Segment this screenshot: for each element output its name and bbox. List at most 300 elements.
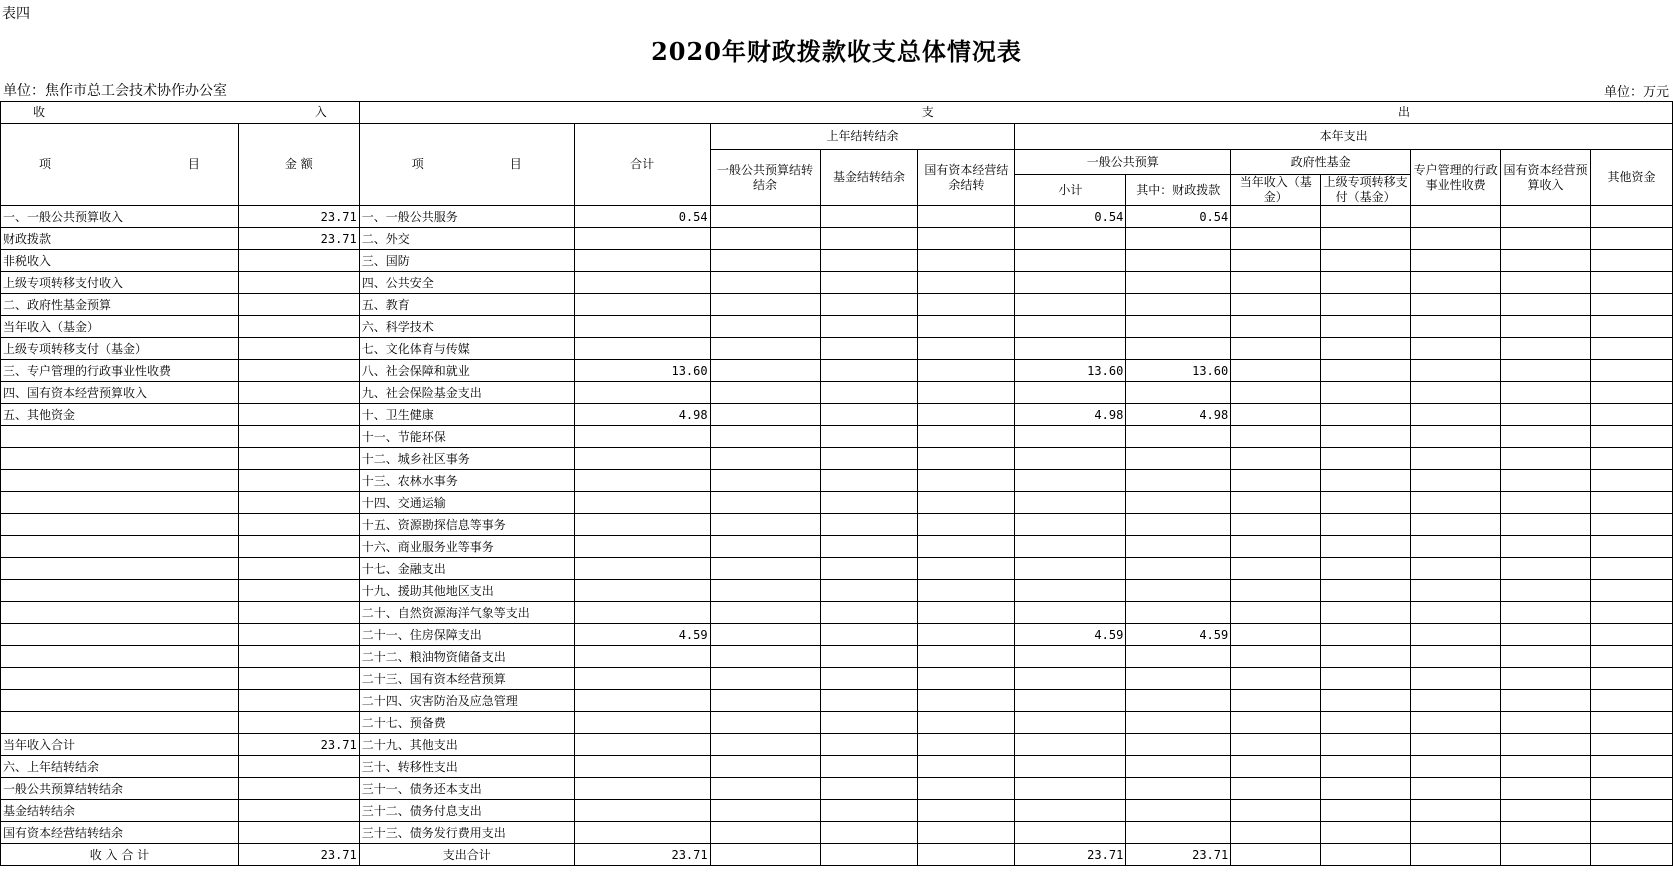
expense-item-cell: 三十三、债务发行费用支出: [359, 822, 574, 844]
prev-state-cell: [918, 558, 1015, 580]
prev-state-cell: [918, 338, 1015, 360]
expense-item-cell: 三十二、债务付息支出: [359, 800, 574, 822]
prev-fund-header: 基金结转结余: [820, 150, 918, 206]
empty-cell: [1501, 514, 1591, 536]
table-row: [1, 448, 1673, 470]
prev-fund-cell: [820, 734, 918, 756]
empty-cell: [1501, 272, 1591, 294]
empty-cell: [1590, 756, 1672, 778]
prev-general-cell: [710, 778, 820, 800]
table-row: [1, 844, 1673, 866]
empty-cell: [1590, 734, 1672, 756]
empty-cell: [1501, 558, 1591, 580]
subtotal-cell: 13.60: [1015, 360, 1126, 382]
subtotal-cell: [1015, 668, 1126, 690]
empty-cell: [1501, 492, 1591, 514]
expense-item-cell: 二十三、国有资本经营预算: [359, 668, 574, 690]
expense-total-cell: [574, 712, 710, 734]
empty-cell: [1501, 822, 1591, 844]
expense-item-cell: 十三、农林水事务: [359, 470, 574, 492]
expense-item-cell: 支出合计: [359, 844, 574, 866]
prev-fund-cell: [820, 822, 918, 844]
expense-total-cell: [574, 756, 710, 778]
expense-total-cell: [574, 690, 710, 712]
income-item-cell: 四、国有资本经营预算收入: [1, 382, 239, 404]
table-row: [1, 580, 1673, 602]
income-item-cell: 上级专项转移支付收入: [1, 272, 239, 294]
prev-state-cell: [918, 250, 1015, 272]
prev-general-cell: [710, 580, 820, 602]
empty-cell: [1411, 272, 1501, 294]
prev-state-cell: [918, 316, 1015, 338]
empty-cell: [1231, 712, 1321, 734]
empty-cell: [1590, 470, 1672, 492]
empty-cell: [1321, 360, 1411, 382]
empty-cell: [1321, 822, 1411, 844]
expense-total-cell: [574, 492, 710, 514]
income-item-cell: 二、政府性基金预算: [1, 294, 239, 316]
prev-general-cell: [710, 470, 820, 492]
prev-general-cell: [710, 448, 820, 470]
income-item-cell: 三、专户管理的行政事业性收费: [1, 360, 239, 382]
empty-cell: [1321, 294, 1411, 316]
prev-state-cell: [918, 404, 1015, 426]
income-item-cell: [1, 492, 239, 514]
expense-item-cell: 十四、交通运输: [359, 492, 574, 514]
empty-cell: [1590, 338, 1672, 360]
income-amount-cell: 23.71: [238, 844, 359, 866]
prev-state-cell: [918, 470, 1015, 492]
prev-state-cell: [918, 228, 1015, 250]
income-item-cell: [1, 558, 239, 580]
prev-state-cell: [918, 624, 1015, 646]
fiscal-cell: [1126, 250, 1231, 272]
prev-general-cell: [710, 646, 820, 668]
prev-general-cell: [710, 404, 820, 426]
income-amount-cell: [238, 382, 359, 404]
prev-state-cell: [918, 822, 1015, 844]
prev-general-header: 一般公共预算结转结余: [710, 150, 820, 206]
prev-state-cell: [918, 448, 1015, 470]
empty-cell: [1411, 668, 1501, 690]
expense-total-cell: 0.54: [574, 206, 710, 228]
empty-cell: [1411, 382, 1501, 404]
empty-cell: [1501, 778, 1591, 800]
prev-general-cell: [710, 602, 820, 624]
prev-general-cell: [710, 712, 820, 734]
expense-item-cell: 十九、援助其他地区支出: [359, 580, 574, 602]
expense-total-cell: [574, 822, 710, 844]
empty-cell: [1321, 514, 1411, 536]
table-row: [1, 690, 1673, 712]
subtotal-cell: [1015, 382, 1126, 404]
empty-cell: [1231, 668, 1321, 690]
prev-state-cell: [918, 536, 1015, 558]
prev-state-cell: [918, 360, 1015, 382]
fiscal-cell: 4.98: [1126, 404, 1231, 426]
empty-cell: [1411, 426, 1501, 448]
income-amount-cell: [238, 294, 359, 316]
expense-item-cell: 十五、资源勘探信息等事务: [359, 514, 574, 536]
table-row: [1, 492, 1673, 514]
prev-fund-cell: [820, 580, 918, 602]
empty-cell: [1411, 206, 1501, 228]
income-item-cell: [1, 668, 239, 690]
expense-total-cell: 13.60: [574, 360, 710, 382]
empty-cell: [1231, 316, 1321, 338]
table-row: [1, 778, 1673, 800]
prev-fund-cell: [820, 778, 918, 800]
prev-fund-cell: [820, 382, 918, 404]
empty-cell: [1501, 536, 1591, 558]
prev-general-cell: [710, 426, 820, 448]
income-item-cell: 收 入 合 计: [1, 844, 239, 866]
income-amount-cell: [238, 624, 359, 646]
empty-cell: [1590, 426, 1672, 448]
subtotal-cell: [1015, 712, 1126, 734]
fiscal-cell: [1126, 492, 1231, 514]
empty-cell: [1321, 690, 1411, 712]
table-row: [1, 316, 1673, 338]
prev-fund-cell: [820, 250, 918, 272]
empty-cell: [1231, 272, 1321, 294]
table-row: [1, 360, 1673, 382]
prev-state-cell: [918, 382, 1015, 404]
empty-cell: [1501, 734, 1591, 756]
empty-cell: [1231, 734, 1321, 756]
empty-cell: [1231, 382, 1321, 404]
prev-general-cell: [710, 272, 820, 294]
empty-cell: [1321, 712, 1411, 734]
income-amount-cell: [238, 536, 359, 558]
empty-cell: [1411, 558, 1501, 580]
prev-state-cell: [918, 712, 1015, 734]
prev-state-cell: [918, 668, 1015, 690]
income-amount-cell: [238, 778, 359, 800]
empty-cell: [1231, 844, 1321, 866]
expense-total-cell: [574, 250, 710, 272]
empty-cell: [1321, 624, 1411, 646]
income-item-cell: 基金结转结余: [1, 800, 239, 822]
fiscal-cell: [1126, 800, 1231, 822]
of-which-fiscal-header: 其中：财政拨款: [1126, 175, 1231, 206]
empty-cell: [1321, 470, 1411, 492]
empty-cell: [1590, 668, 1672, 690]
empty-cell: [1321, 404, 1411, 426]
expense-item-cell: 二十二、粮油物资储备支出: [359, 646, 574, 668]
empty-cell: [1501, 844, 1591, 866]
table-row: [1, 624, 1673, 646]
expense-total-cell: [574, 272, 710, 294]
income-item-cell: 一、一般公共预算收入: [1, 206, 239, 228]
unit-currency: 单位：万元: [1603, 85, 1669, 100]
prev-state-cell: [918, 514, 1015, 536]
income-item-cell: [1, 470, 239, 492]
prev-general-cell: [710, 228, 820, 250]
table-row: [1, 228, 1673, 250]
prev-general-cell: [710, 800, 820, 822]
subtotal-cell: [1015, 250, 1126, 272]
income-amount-cell: [238, 558, 359, 580]
prev-general-cell: [710, 250, 820, 272]
fiscal-cell: 13.60: [1126, 360, 1231, 382]
expense-total-cell: [574, 646, 710, 668]
empty-cell: [1231, 558, 1321, 580]
empty-cell: [1231, 690, 1321, 712]
expense-group-header: 支 出: [359, 102, 1672, 124]
subtotal-cell: [1015, 558, 1126, 580]
fiscal-cell: [1126, 272, 1231, 294]
income-amount-cell: 23.71: [238, 206, 359, 228]
prev-general-cell: [710, 822, 820, 844]
subtotal-cell: [1015, 602, 1126, 624]
prev-state-cell: [918, 602, 1015, 624]
income-item-cell: 五、其他资金: [1, 404, 239, 426]
table-row: [1, 514, 1673, 536]
prev-fund-cell: [820, 470, 918, 492]
empty-cell: [1321, 668, 1411, 690]
fiscal-cell: [1126, 426, 1231, 448]
prev-state-cell: [918, 844, 1015, 866]
expense-item-cell: 二十九、其他支出: [359, 734, 574, 756]
fiscal-cell: 0.54: [1126, 206, 1231, 228]
table-row: [1, 756, 1673, 778]
prev-general-cell: [710, 536, 820, 558]
empty-cell: [1590, 360, 1672, 382]
empty-cell: [1231, 602, 1321, 624]
empty-cell: [1411, 536, 1501, 558]
empty-cell: [1590, 536, 1672, 558]
prev-general-cell: [710, 624, 820, 646]
empty-cell: [1590, 646, 1672, 668]
subtotal-cell: [1015, 492, 1126, 514]
income-amount-cell: [238, 514, 359, 536]
prev-state-cell: [918, 756, 1015, 778]
empty-cell: [1231, 624, 1321, 646]
empty-cell: [1321, 844, 1411, 866]
empty-cell: [1590, 800, 1672, 822]
empty-cell: [1590, 712, 1672, 734]
income-amount-cell: [238, 602, 359, 624]
expense-item-cell: 二十一、住房保障支出: [359, 624, 574, 646]
fiscal-cell: [1126, 558, 1231, 580]
subtotal-cell: [1015, 272, 1126, 294]
fiscal-cell: 23.71: [1126, 844, 1231, 866]
empty-cell: [1411, 624, 1501, 646]
other-funds-header: 其他资金: [1590, 150, 1672, 206]
empty-cell: [1321, 800, 1411, 822]
expense-total-cell: [574, 668, 710, 690]
empty-cell: [1501, 338, 1591, 360]
income-item-header: 项 目: [1, 124, 239, 206]
empty-cell: [1231, 800, 1321, 822]
expense-total-cell: 4.59: [574, 624, 710, 646]
subtotal-cell: [1015, 536, 1126, 558]
empty-cell: [1411, 712, 1501, 734]
expense-item-cell: 三十一、债务还本支出: [359, 778, 574, 800]
empty-cell: [1411, 228, 1501, 250]
prev-fund-cell: [820, 844, 918, 866]
expense-total-cell: [574, 602, 710, 624]
empty-cell: [1411, 448, 1501, 470]
expense-total-cell: [574, 338, 710, 360]
income-amount-cell: 23.71: [238, 228, 359, 250]
empty-cell: [1321, 558, 1411, 580]
empty-cell: [1321, 448, 1411, 470]
table-row: [1, 250, 1673, 272]
empty-cell: [1501, 228, 1591, 250]
expense-item-cell: 三、国防: [359, 250, 574, 272]
empty-cell: [1231, 426, 1321, 448]
fiscal-cell: [1126, 338, 1231, 360]
expense-item-cell: 七、文化体育与传媒: [359, 338, 574, 360]
this-year-header: 本年支出: [1015, 124, 1673, 150]
empty-cell: [1501, 360, 1591, 382]
empty-cell: [1590, 844, 1672, 866]
subtotal-cell: [1015, 514, 1126, 536]
empty-cell: [1411, 822, 1501, 844]
admin-fee-header: 专户管理的行政事业性收费: [1411, 150, 1501, 206]
fiscal-cell: [1126, 448, 1231, 470]
empty-cell: [1501, 316, 1591, 338]
subtotal-cell: [1015, 580, 1126, 602]
table-row: [1, 382, 1673, 404]
expense-item-cell: 二十七、预备费: [359, 712, 574, 734]
income-amount-cell: [238, 360, 359, 382]
empty-cell: [1590, 624, 1672, 646]
income-group-header: 收 入: [1, 102, 360, 124]
prev-general-cell: [710, 206, 820, 228]
subtotal-cell: [1015, 646, 1126, 668]
income-item-cell: [1, 426, 239, 448]
income-amount-cell: [238, 316, 359, 338]
prev-general-cell: [710, 690, 820, 712]
table-row: [1, 734, 1673, 756]
empty-cell: [1231, 470, 1321, 492]
empty-cell: [1231, 206, 1321, 228]
empty-cell: [1231, 228, 1321, 250]
empty-cell: [1590, 272, 1672, 294]
empty-cell: [1411, 250, 1501, 272]
income-amount-cell: [238, 448, 359, 470]
expense-total-cell: [574, 294, 710, 316]
gov-fund-header: 政府性基金: [1231, 150, 1411, 175]
income-amount-cell: [238, 492, 359, 514]
state-capital-header: 国有资本经营预算收入: [1501, 150, 1591, 206]
income-amount-cell: [238, 470, 359, 492]
expense-item-cell: 六、科学技术: [359, 316, 574, 338]
prev-general-cell: [710, 668, 820, 690]
subtotal-cell: [1015, 338, 1126, 360]
income-item-cell: 一般公共预算结转结余: [1, 778, 239, 800]
table-row: [1, 294, 1673, 316]
fiscal-cell: [1126, 536, 1231, 558]
fiscal-cell: [1126, 382, 1231, 404]
prev-fund-cell: [820, 602, 918, 624]
empty-cell: [1231, 448, 1321, 470]
expense-total-cell: [574, 382, 710, 404]
income-amount-cell: [238, 250, 359, 272]
expense-item-cell: 八、社会保障和就业: [359, 360, 574, 382]
empty-cell: [1501, 250, 1591, 272]
income-item-cell: 国有资本经营结转结余: [1, 822, 239, 844]
empty-cell: [1501, 382, 1591, 404]
empty-cell: [1231, 822, 1321, 844]
table-row: [1, 646, 1673, 668]
empty-cell: [1321, 206, 1411, 228]
empty-cell: [1411, 404, 1501, 426]
prev-fund-cell: [820, 712, 918, 734]
prev-state-cell: [918, 580, 1015, 602]
empty-cell: [1590, 690, 1672, 712]
empty-cell: [1590, 602, 1672, 624]
expense-item-cell: 十二、城乡社区事务: [359, 448, 574, 470]
prev-general-cell: [710, 756, 820, 778]
prev-fund-cell: [820, 756, 918, 778]
unit-organization: 单位：焦作市总工会技术协作办公室: [3, 83, 227, 99]
expense-item-cell: 二十四、灾害防治及应急管理: [359, 690, 574, 712]
income-amount-cell: [238, 822, 359, 844]
expense-total-cell: [574, 580, 710, 602]
income-item-cell: [1, 536, 239, 558]
income-item-cell: 财政拨款: [1, 228, 239, 250]
empty-cell: [1411, 492, 1501, 514]
prev-state-cell: [918, 426, 1015, 448]
empty-cell: [1590, 492, 1672, 514]
empty-cell: [1411, 470, 1501, 492]
fiscal-cell: [1126, 580, 1231, 602]
empty-cell: [1590, 250, 1672, 272]
subtotal-cell: [1015, 316, 1126, 338]
expense-total-cell: 23.71: [574, 844, 710, 866]
empty-cell: [1411, 690, 1501, 712]
empty-cell: [1231, 294, 1321, 316]
subtotal-cell: [1015, 448, 1126, 470]
table-row: [1, 536, 1673, 558]
expense-total-header: 合计: [574, 124, 710, 206]
empty-cell: [1501, 800, 1591, 822]
income-amount-cell: [238, 426, 359, 448]
empty-cell: [1321, 272, 1411, 294]
empty-cell: [1590, 580, 1672, 602]
subtotal-cell: [1015, 426, 1126, 448]
table-number-label: 表四: [2, 6, 30, 22]
expense-total-cell: [574, 558, 710, 580]
income-item-cell: [1, 448, 239, 470]
fiscal-cell: [1126, 734, 1231, 756]
empty-cell: [1231, 404, 1321, 426]
fiscal-cell: [1126, 316, 1231, 338]
fiscal-cell: [1126, 514, 1231, 536]
prev-fund-cell: [820, 294, 918, 316]
prev-fund-cell: [820, 536, 918, 558]
empty-cell: [1231, 536, 1321, 558]
prev-fund-cell: [820, 426, 918, 448]
empty-cell: [1501, 712, 1591, 734]
table-row: [1, 272, 1673, 294]
empty-cell: [1321, 250, 1411, 272]
empty-cell: [1411, 844, 1501, 866]
income-item-cell: [1, 580, 239, 602]
empty-cell: [1231, 492, 1321, 514]
income-item-cell: [1, 712, 239, 734]
table-row: [1, 426, 1673, 448]
fund-current-header: 当年收入（基金）: [1231, 175, 1321, 206]
subtotal-cell: 0.54: [1015, 206, 1126, 228]
empty-cell: [1590, 382, 1672, 404]
finance-table: [0, 101, 1673, 866]
empty-cell: [1411, 756, 1501, 778]
